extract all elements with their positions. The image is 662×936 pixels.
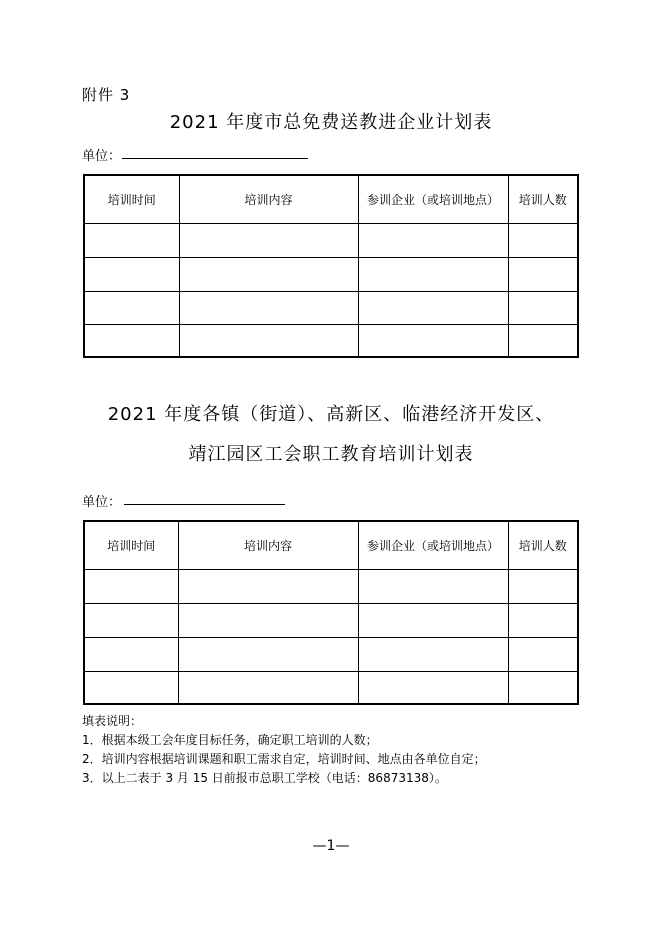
table-cell[interactable] [84, 291, 179, 324]
page-number: —1— [312, 838, 350, 854]
table-cell[interactable] [508, 257, 578, 291]
table-cell[interactable] [358, 291, 508, 324]
table2-unit-blank [124, 504, 285, 505]
table1-header-count: 培训人数 [508, 175, 578, 223]
table-cell[interactable] [358, 671, 508, 704]
instructions [82, 712, 486, 788]
table-cell[interactable] [508, 223, 578, 257]
table2-title-line2: 靖江园区工会职工教育培训计划表 [188, 444, 474, 465]
instruction-item: 3．以上二表于 3 月 15 日前报市总职工学校（电话：86873138）。 [82, 771, 447, 785]
table2 [83, 520, 579, 705]
table-cell[interactable] [358, 324, 508, 357]
table1-unit-label: 单位： [82, 149, 122, 164]
table-row [84, 324, 578, 357]
table-cell[interactable] [179, 291, 358, 324]
table-cell[interactable] [508, 603, 578, 637]
table-row [84, 603, 578, 637]
table2-unit-label: 单位： [82, 495, 122, 510]
table1-header-content: 培训内容 [179, 175, 358, 223]
table2-header-row [84, 521, 578, 569]
table-row [84, 569, 578, 603]
table-cell[interactable] [179, 223, 358, 257]
table-cell[interactable] [84, 637, 178, 671]
table-cell[interactable] [508, 671, 578, 704]
table-cell[interactable] [179, 257, 358, 291]
table2-header-content: 培训内容 [178, 521, 358, 569]
table-cell[interactable] [508, 637, 578, 671]
table-cell[interactable] [84, 671, 178, 704]
table-row [84, 257, 578, 291]
table-cell[interactable] [178, 637, 358, 671]
table2-header-time: 培训时间 [84, 521, 178, 569]
attachment-label: 附件 3 [82, 86, 131, 104]
table1-unit-blank [122, 158, 308, 159]
table1-header-time: 培训时间 [84, 175, 179, 223]
table2-header-company: 参训企业（或培训地点） [358, 521, 508, 569]
table-cell[interactable] [508, 324, 578, 357]
table-cell[interactable] [358, 637, 508, 671]
instruction-item: 2．培训内容根据培训课题和职工需求自定，培训时间、地点由各单位自定； [82, 752, 486, 766]
table-cell[interactable] [508, 291, 578, 324]
table-row [84, 671, 578, 704]
instructions-heading: 填表说明： [82, 714, 143, 728]
table-cell[interactable] [508, 569, 578, 603]
table-row [84, 637, 578, 671]
table-cell[interactable] [178, 671, 358, 704]
table1-header-row [84, 175, 578, 223]
table2-title-line1: 2021 年度各镇（街道）、高新区、临港经济开发区、 [107, 404, 555, 425]
table-cell[interactable] [84, 257, 179, 291]
table-cell[interactable] [358, 603, 508, 637]
table-cell[interactable] [178, 569, 358, 603]
table-cell[interactable] [84, 603, 178, 637]
table-cell[interactable] [358, 257, 508, 291]
table1-header-company: 参训企业（或培训地点） [358, 175, 508, 223]
table-cell[interactable] [84, 223, 179, 257]
table-cell[interactable] [84, 324, 179, 357]
table-cell[interactable] [178, 603, 358, 637]
table-cell[interactable] [179, 324, 358, 357]
table-cell[interactable] [358, 223, 508, 257]
instruction-item: 1．根据本级工会年度目标任务，确定职工培训的人数； [82, 733, 378, 747]
table1 [83, 174, 579, 358]
table-cell[interactable] [358, 569, 508, 603]
table2-header-count: 培训人数 [508, 521, 578, 569]
table-row [84, 291, 578, 324]
table1-title: 2021 年度市总免费送教进企业计划表 [169, 112, 493, 133]
table-row [84, 223, 578, 257]
table-cell[interactable] [84, 569, 178, 603]
